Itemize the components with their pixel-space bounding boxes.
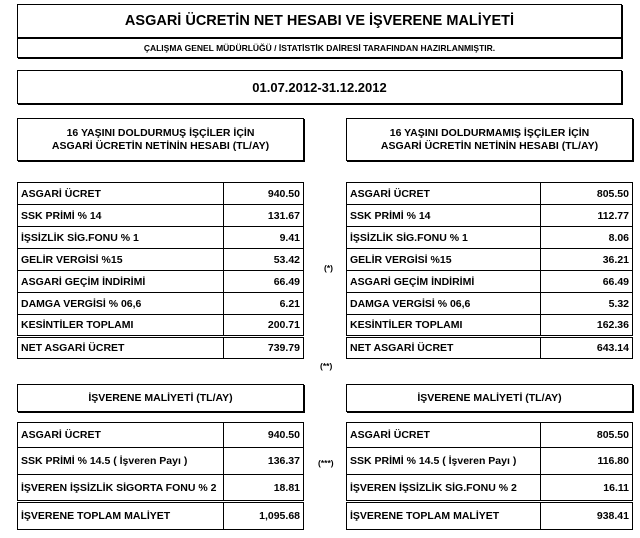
row-label: İŞSİZLİK SİG.FONU % 1 [347,227,541,249]
page-title: ASGARİ ÜCRETİN NET HESABI VE İŞVERENE MALİYETİ [124,13,515,29]
table-row [18,475,304,502]
row-value: 805.50 [541,423,633,448]
period-label: 01.07.2012-31.12.2012 [252,79,387,95]
left-net-table [17,182,304,359]
period-box [17,70,622,104]
right-cost-heading: İŞVERENE MALİYETİ (TL/AY) [417,391,562,404]
right-cost-table [346,422,633,530]
row-value: 18.81 [224,475,304,502]
table-row [18,271,304,293]
table-row [18,423,304,448]
row-value: 131.67 [224,205,304,227]
row-label: KESİNTİLER TOPLAMI [347,315,541,337]
table-row-total [347,502,633,530]
row-value: 5.32 [541,293,633,315]
row-value: 116.80 [541,448,633,475]
row-value: 136.37 [224,448,304,475]
right-heading-box [346,118,633,161]
row-value: 53.42 [224,249,304,271]
row-label: DAMGA VERGİSİ % 06,6 [347,293,541,315]
ssk-premium-footnote-mark: (***) [318,458,334,468]
right-heading-line2: ASGARİ ÜCRETİN NETİNİN HESABI (TL/AY) [380,139,599,152]
row-value: 643.14 [541,337,633,359]
row-value: 1,095.68 [224,502,304,530]
row-value: 940.50 [224,183,304,205]
row-label: İŞSİZLİK SİG.FONU % 1 [18,227,224,249]
right-net-table [346,182,633,359]
right-cost-heading-box [346,384,633,412]
row-label: İŞVERENE TOPLAM MALİYET [18,502,224,530]
row-label: GELİR VERGİSİ %15 [347,249,541,271]
row-label: ASGARİ GEÇİM İNDİRİMİ [18,271,224,293]
row-value: 6.21 [224,293,304,315]
row-label: İŞVEREN İŞSİZLİK SİGORTA FONU % 2 [18,475,224,502]
row-label: NET ASGARİ ÜCRET [18,337,224,359]
row-label: SSK PRİMİ % 14 [18,205,224,227]
table-row [18,448,304,475]
income-tax-footnote-mark: (*) [324,263,333,273]
table-row [18,183,304,205]
row-label: ASGARİ GEÇİM İNDİRİMİ [347,271,541,293]
row-value: 8.06 [541,227,633,249]
row-label: ASGARİ ÜCRET [18,183,224,205]
row-value: 36.21 [541,249,633,271]
row-value: 200.71 [224,315,304,337]
row-value: 66.49 [541,271,633,293]
row-label: ASGARİ ÜCRET [347,423,541,448]
row-value: 112.77 [541,205,633,227]
table-row [347,423,633,448]
table-row [347,249,633,271]
left-cost-heading-box [17,384,304,412]
row-label: GELİR VERGİSİ %15 [18,249,224,271]
subtitle-box [17,38,622,58]
table-row-net [18,337,304,359]
row-value: 940.50 [224,423,304,448]
row-value: 9.41 [224,227,304,249]
right-heading-line1: 16 YAŞINI DOLDURMAMIŞ İŞÇİLER İÇİN [389,126,590,139]
page-subtitle: ÇALIŞMA GENEL MÜDÜRLÜĞÜ / İSTATİSTİK DAİRESİ TARAFINDAN HAZIRLANMIŞTIR. [143,43,496,53]
table-row [18,315,304,337]
table-row [18,227,304,249]
table-row-total [18,502,304,530]
table-row [18,293,304,315]
row-label: SSK PRİMİ % 14.5 ( İşveren Payı ) [18,448,224,475]
row-label: İŞVEREN İŞSİZLİK SİG.FONU % 2 [347,475,541,502]
row-label: DAMGA VERGİSİ % 06,6 [18,293,224,315]
table-row [18,205,304,227]
left-cost-table [17,422,304,530]
table-row [347,183,633,205]
left-cost-heading: İŞVERENE MALİYETİ (TL/AY) [88,391,233,404]
table-row-net [347,337,633,359]
row-value: 16.11 [541,475,633,502]
left-heading-line2: ASGARİ ÜCRETİN NETİNİN HESABI (TL/AY) [51,139,270,152]
table-row [347,271,633,293]
table-row [347,315,633,337]
row-label: ASGARİ ÜCRET [347,183,541,205]
row-value: 66.49 [224,271,304,293]
table-row [347,227,633,249]
table-row [18,249,304,271]
row-label: NET ASGARİ ÜCRET [347,337,541,359]
title-box [17,4,622,38]
row-label: SSK PRİMİ % 14 [347,205,541,227]
row-label: KESİNTİLER TOPLAMI [18,315,224,337]
table-row [347,448,633,475]
left-heading-line1: 16 YAŞINI DOLDURMUŞ İŞÇİLER İÇİN [66,126,255,139]
row-value: 739.79 [224,337,304,359]
left-heading-box [17,118,304,161]
row-label: İŞVERENE TOPLAM MALİYET [347,502,541,530]
row-value: 938.41 [541,502,633,530]
row-label: ASGARİ ÜCRET [18,423,224,448]
row-label: SSK PRİMİ % 14.5 ( İşveren Payı ) [347,448,541,475]
row-value: 162.36 [541,315,633,337]
table-row [347,475,633,502]
table-row [347,205,633,227]
net-wage-footnote-mark: (**) [320,361,333,371]
table-row [347,293,633,315]
row-value: 805.50 [541,183,633,205]
